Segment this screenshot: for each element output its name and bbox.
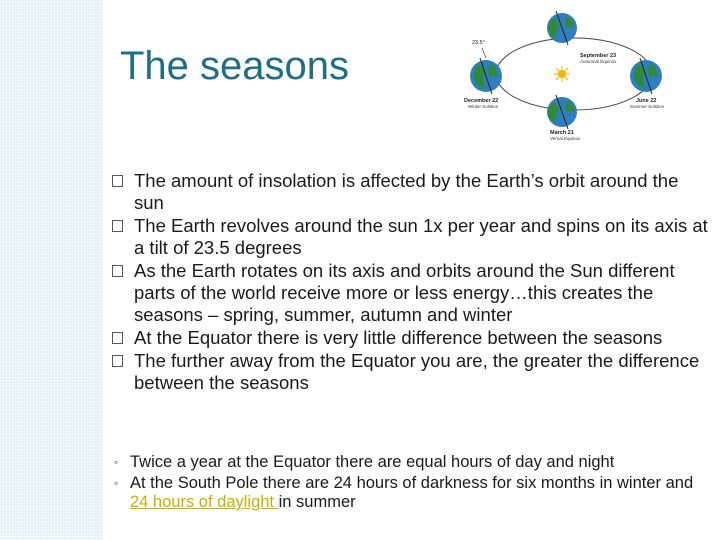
september-sublabel: Autumnal Equinox [580,59,617,64]
december-sublabel: Winter Solstice [468,104,499,109]
highlighted-link-text[interactable]: 24 hours of daylight [130,493,279,511]
earth-june-icon [630,58,662,94]
checkbox-bullet-icon [112,355,123,367]
checkbox-bullet-icon [112,220,123,232]
seasons-orbit-diagram [462,8,688,142]
bullet-item: As the Earth rotates on its axis and orbits around the Sun different parts of the world receive more or less energy…this creates the seasons – spring, summer, autumn and winter [112,260,712,326]
bullet-item: The Earth revolves around the sun 1x per year and spins on its axis at a tilt of 23.5 degrees [112,215,712,259]
sub-bullet-item: ◦ At the South Pole there are 24 hours of darkness for six months in winter and 24 hours of daylight in summer [114,474,694,511]
sub-bullet-item: ◦ Twice a year at the Equator there are equal hours of day and night [114,453,615,471]
bullet-item: The amount of insolation is affected by the Earth’s orbit around the sun [112,170,712,214]
ring-bullet-icon: ◦ [114,476,119,490]
checkbox-bullet-icon [112,265,123,277]
bullet-item: At the Equator there is very little difference between the seasons [112,327,712,349]
ring-bullet-icon: ◦ [114,455,119,469]
checkbox-bullet-icon [112,175,123,187]
orbit-path [496,38,652,110]
decorative-side-strip [0,0,103,540]
june-label: June 22 [636,98,657,104]
september-label: September 23 [580,53,617,59]
tilt-label: 23.5° [472,40,485,46]
main-bullet-list [112,170,712,395]
earth-december-icon [470,58,502,94]
bullet-item: The further away from the Equator you are, the greater the difference between the seasons [112,350,712,394]
december-label: December 22 [464,98,499,104]
sub-bullet-list [108,453,708,514]
earth-march-icon [547,95,577,129]
checkbox-bullet-icon [112,332,123,344]
sun-icon [554,66,570,82]
march-label: March 21 [550,130,574,136]
june-sublabel: Summer Solstice [630,104,665,109]
march-sublabel: Vernal Equinox [550,136,581,141]
slide-title: The seasons [120,44,350,88]
